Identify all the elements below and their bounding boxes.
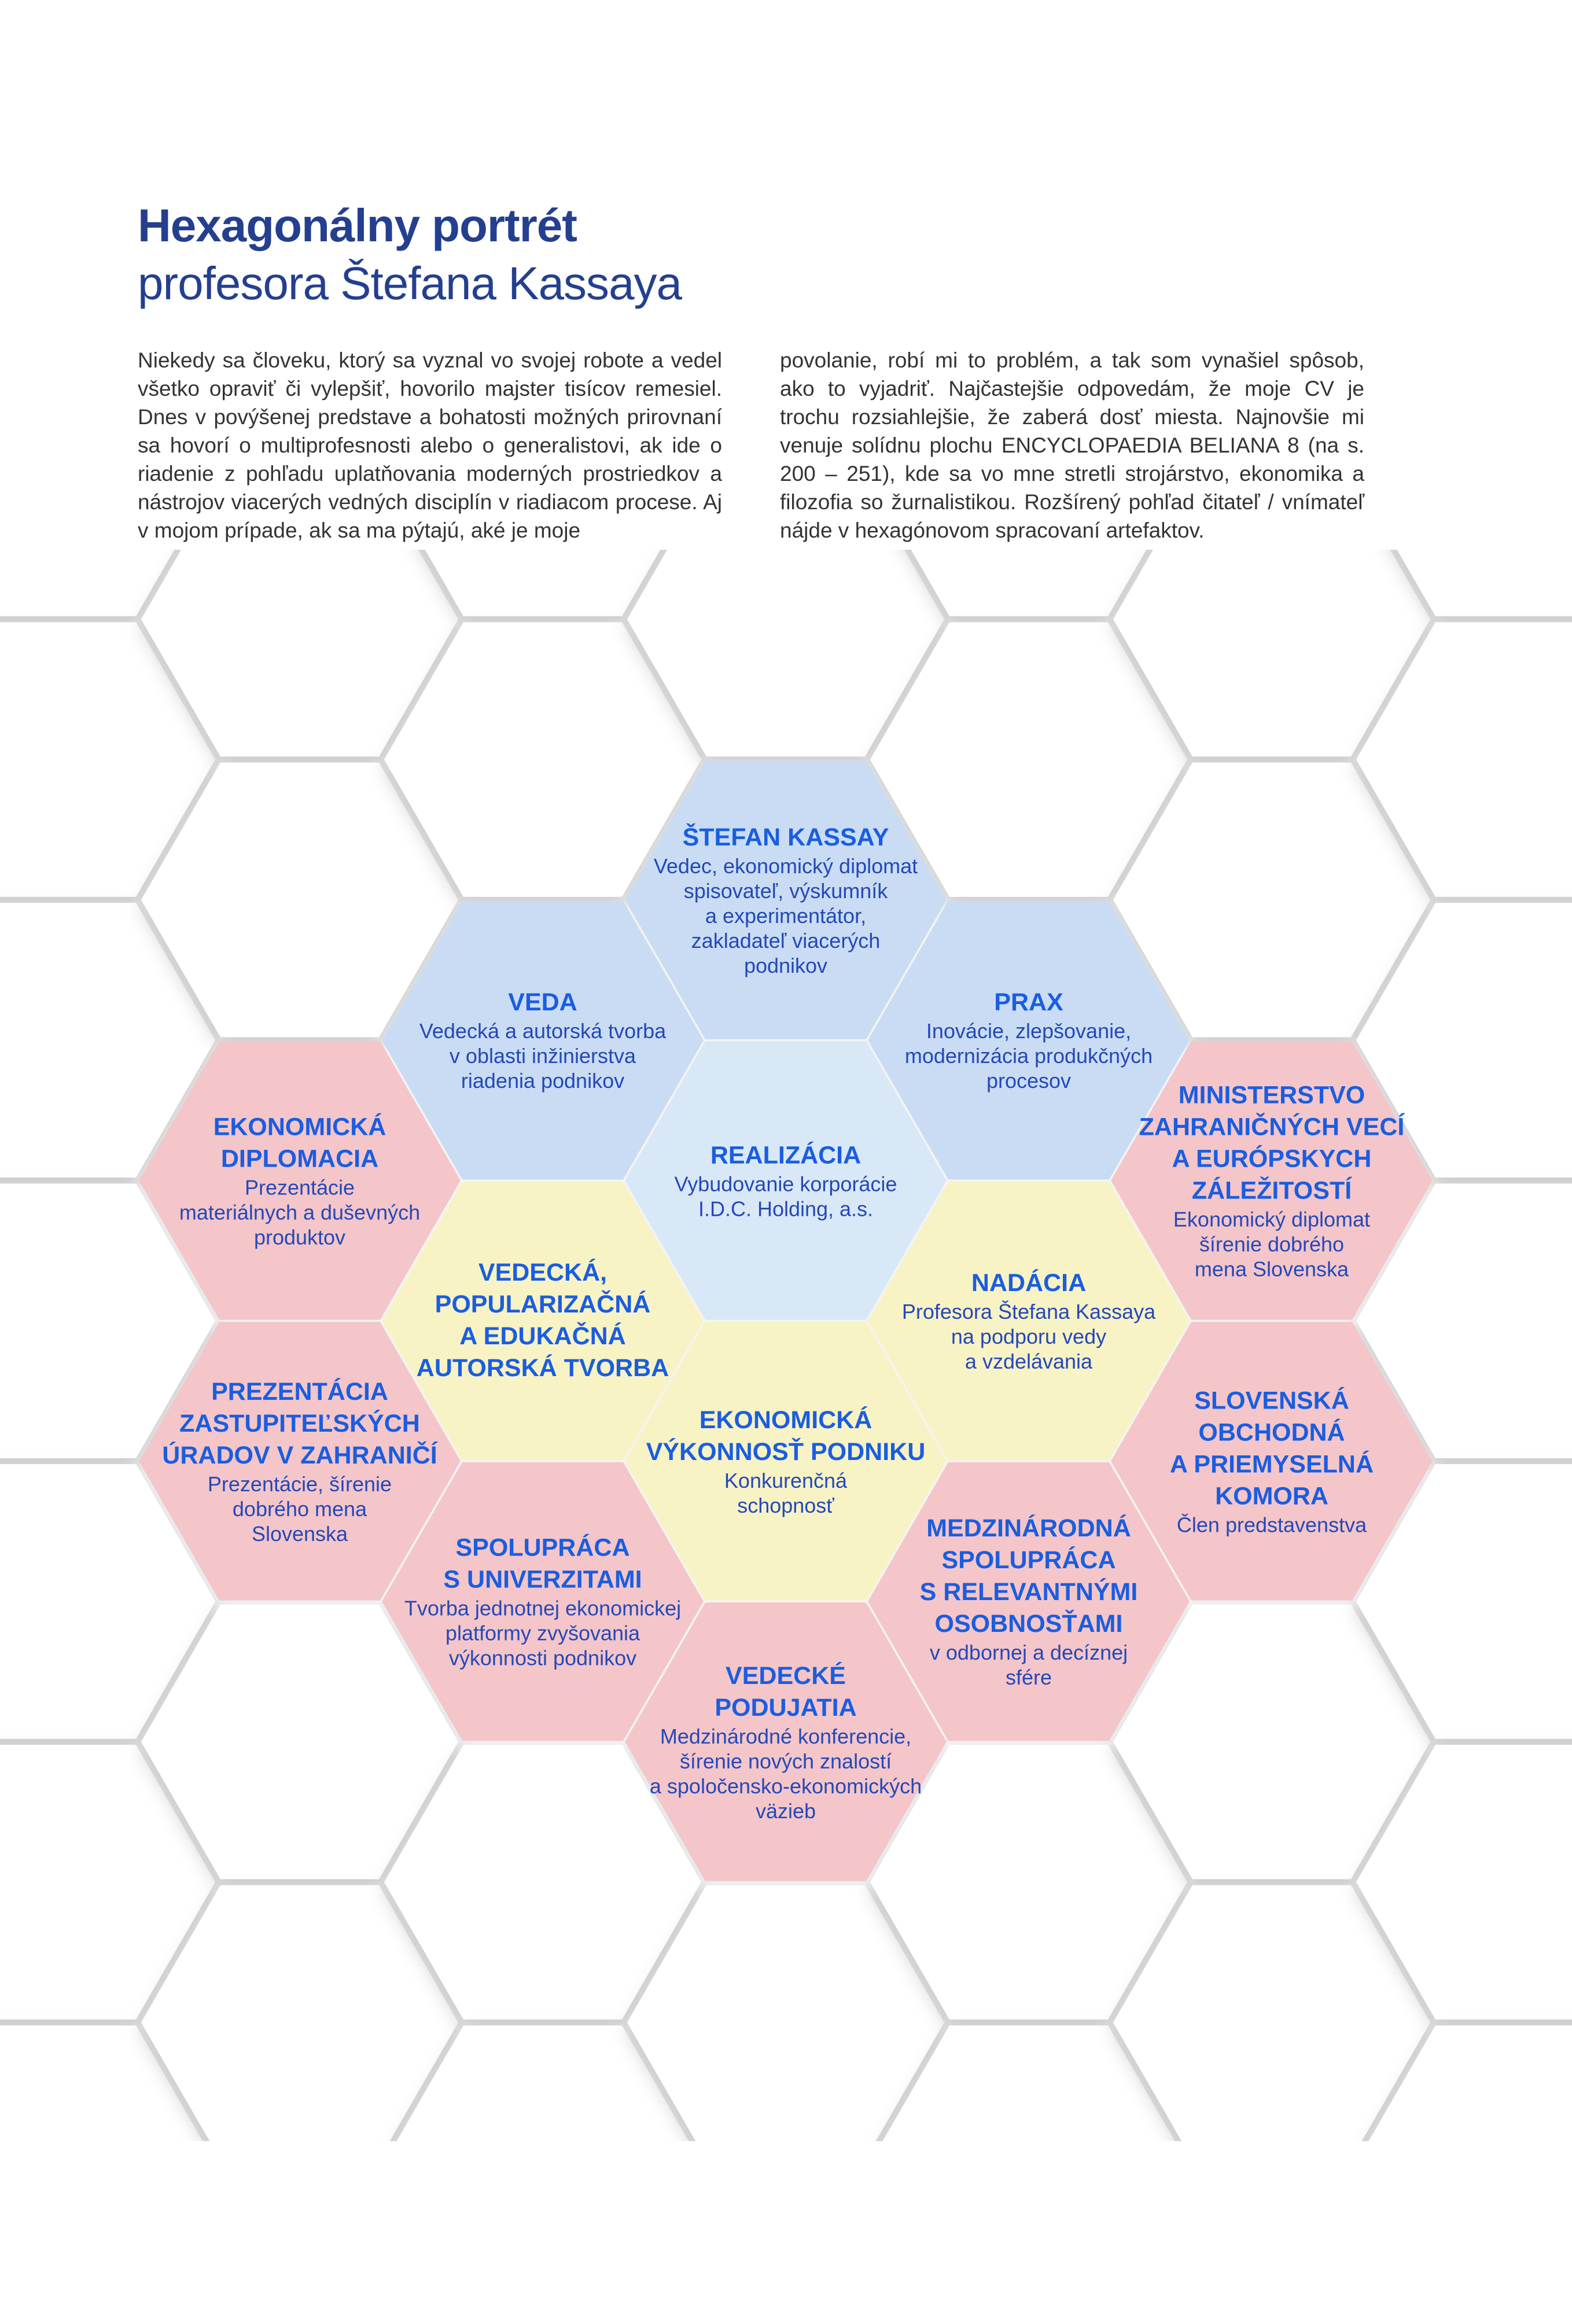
hex-description: Ekonomický diplomat šírenie dobrého mena Slovenska (1173, 1207, 1371, 1281)
hex-title: EKONOMICKÁ VÝKONNOSŤ PODNIKU (646, 1406, 926, 1466)
hex-label-ministerstvo (1130, 1079, 1413, 1281)
hex-description: Vedec, ekonomický diplomat spisovateľ, výskumník a experimentátor, zakladateľ viacerých podnikov (653, 854, 918, 977)
hex-description: Tvorba jednotnej ekonomickej platformy zvyšovania výkonnosti podnikov (404, 1596, 682, 1670)
hex-label-univerzity (401, 1532, 684, 1671)
hex-label-prax (887, 987, 1170, 1093)
hex-description: Profesora Štefana Kassaya na podporu vedy a vzdelávania (901, 1300, 1156, 1374)
hexagon-honeycomb (0, 550, 1572, 2141)
hex-label-vedecka-tvorba (401, 1257, 684, 1384)
hex-title: EKONOMICKÁ DIPLOMACIA (213, 1113, 386, 1173)
hex-description: v odbornej a decíznej sfére (929, 1641, 1128, 1690)
hex-description: Konkurenčná schopnosť (724, 1468, 848, 1517)
hex-label-ekon-diplomacia (158, 1111, 441, 1249)
hex-description: Vedecká a autorská tvorba v oblasti inžinierstva riadenia podnikov (419, 1019, 667, 1093)
hex-description: Prezentácie materiálnych a duševných produktov (179, 1175, 421, 1249)
hex-title: VEDECKÁ, POPULARIZAČNÁ A EDUKAČNÁ AUTORSKÁ TVORBA (416, 1259, 669, 1382)
honeycomb-graphic (0, 550, 1572, 2141)
intro-paragraph-right: povolanie, robí mi to problém, a tak som vynašiel spôsob, ako to vyjadriť. Najčastejšie odpovedám, že moje CV je trochu rozsiahlejšie, že zaberá dosť miesta. Najnovšie mi venuje solídnu plochu ENCYCLOPAEDIA BELIANA 8 (na s. 200 – 251), kde sa vo mne stretli strojárstvo, ekonomika a filozofia so žurnalistikou. Rozšírený pohľad čitateľ / vnímateľ nájde v hexagónovom spracovaní artefaktov. (780, 348, 1364, 542)
hex-title: PRAX (994, 988, 1063, 1017)
hex-title: ŠTEFAN KASSAY (682, 823, 889, 851)
hex-label-ekon-vykonnost (644, 1404, 927, 1518)
hex-label-medzinarodna (887, 1513, 1170, 1690)
hex-title: VEDA (508, 988, 577, 1017)
page-title: Hexagonálny portrét (138, 200, 577, 251)
hex-description: Inovácie, zlepšovanie, modernizácia produkčných procesov (904, 1019, 1153, 1093)
hex-label-veda (401, 987, 684, 1093)
hex-title: PREZENTÁCIA ZASTUPITEĽSKÝCH ÚRADOV V ZAHRANIČÍ (162, 1377, 437, 1469)
hex-label-prezentacia (158, 1376, 441, 1546)
hex-title: VEDECKÉ PODUJATIA (715, 1661, 857, 1722)
hex-description: Medzinárodné konferencie, šírenie nových znalostí a spoločensko-ekonomických väzieb (649, 1724, 922, 1823)
hex-description: Vybudovanie korporácie I.D.C. Holding, a.s. (674, 1172, 897, 1221)
hex-label-realizacia (644, 1139, 927, 1221)
hex-label-sopk (1130, 1385, 1413, 1537)
hex-title: NADÁCIA (971, 1269, 1087, 1297)
hex-title: REALIZÁCIA (710, 1141, 862, 1170)
hex-description: Člen predstavenstva (1176, 1513, 1367, 1537)
hex-description: Prezentácie, šírenie dobrého mena Slovenska (207, 1472, 392, 1546)
hex-title: SPOLUPRÁCA S UNIVERZITAMI (443, 1534, 642, 1594)
hex-label-kassay (644, 822, 927, 978)
hex-title: MEDZINÁRODNÁ SPOLUPRÁCA S RELEVANTNÝMI OSOBNOSŤAMI (919, 1514, 1138, 1638)
hex-title: SLOVENSKÁ OBCHODNÁ A PRIEMYSELNÁ KOMORA (1170, 1387, 1374, 1510)
hex-label-nadacia (887, 1267, 1170, 1374)
hex-label-podujatia (644, 1660, 927, 1823)
page-subtitle: profesora Štefana Kassaya (138, 258, 682, 309)
hex-title: MINISTERSTVO ZAHRANIČNÝCH VECÍ A EURÓPSKYCH ZÁLEŽITOSTÍ (1139, 1081, 1405, 1205)
intro-paragraph-left: Niekedy sa človeku, ktorý sa vyznal vo svojej robote a vedel všetko opraviť či vylepšiť, hovorilo majster tisícov remesiel. Dnes v povýšenej predstave a bohatosti možných prirovnaní sa hovorí o multiprofesnosti alebo o generalistovi, ak ide o riadenie z pohľadu uplatňovania moderných prostriedkov a nástrojov viacerých vedných disciplín v riadiacom procese. Aj v mojom prípade, ak sa ma pýtajú, aké je moje (138, 348, 722, 542)
